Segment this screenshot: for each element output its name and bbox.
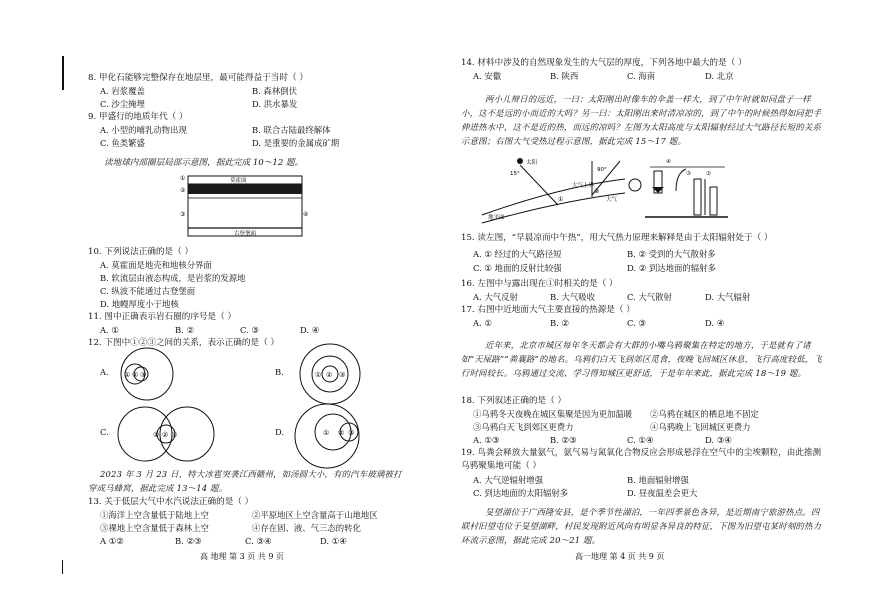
svg-text:地平面: 地平面 bbox=[488, 215, 505, 221]
q12-option-b[interactable]: B. bbox=[275, 367, 284, 377]
marker-1: ① bbox=[180, 175, 186, 182]
q10-option-a[interactable]: A. 莫霍面是地壳和地核分界面 bbox=[100, 260, 212, 270]
q14-option-c[interactable]: C. 海南 bbox=[627, 71, 656, 81]
q8-option-a[interactable]: A. 岩浆覆盖 bbox=[100, 86, 145, 96]
q10-option-b[interactable]: B. 软流层由液态构成，是岩浆的发源地 bbox=[100, 273, 246, 283]
q8-option-c[interactable]: C. 沙尘掩埋 bbox=[100, 99, 145, 109]
margin-mark-bottom bbox=[62, 560, 63, 574]
left-footer: 高 地理 第 3 页 共 9 页 bbox=[200, 552, 284, 561]
q17-option-a[interactable]: A. ① bbox=[473, 318, 492, 328]
q12-option-c[interactable]: C. bbox=[100, 427, 109, 437]
q9-stem: 9. 甲盛行的地质年代（ ） bbox=[88, 112, 188, 122]
q9-option-d[interactable]: D. 是重要的金属成矿期 bbox=[252, 138, 340, 148]
svg-text:①: ① bbox=[153, 431, 160, 439]
marker-4: ④ bbox=[303, 211, 309, 218]
q10-option-c[interactable]: C. 纵波不能通过古登堡面 bbox=[100, 286, 196, 296]
svg-text:15°: 15° bbox=[510, 171, 520, 177]
intro-18-19: 近年来，北京市城区每年冬天都会有大群的小嘴乌鸦聚集在特定的地方，于是就有了诸如“天屎路”“粪襄路”的地名。乌鸦们白天飞到郊区觅食，夜晚飞回城区休息，飞行高度较低，飞行时间较长。乌鸦通过交流、学习得知城区更舒适，于是年年来此，据此完成 18～19 题。 bbox=[461, 340, 822, 378]
q11-option-b[interactable]: B. ② bbox=[175, 325, 194, 335]
q11-stem: 11. 图中正确表示岩石圈的序号是（ ） bbox=[88, 312, 237, 322]
svg-text:②: ② bbox=[706, 171, 711, 177]
q15-stem: 15. 读左图，“早晨凉而中午热”，用大气热力原理来解释是由于太阳辐射处于（ ） bbox=[461, 233, 773, 243]
q13-option-c[interactable]: C. ③④ bbox=[245, 536, 272, 546]
q19-option-c[interactable]: C. 到达地面的太阳辐射多 bbox=[473, 488, 569, 498]
q8-option-d[interactable]: D. 洪水暴发 bbox=[252, 99, 298, 109]
margin-mark bbox=[62, 56, 64, 90]
q18-statement-2: ②乌鸦在城区的栖息地不固定 bbox=[650, 409, 759, 419]
q12-stem: 12. 下图中①②③之间的关系，表示正确的是（ ） bbox=[88, 338, 280, 348]
svg-text:①: ① bbox=[558, 196, 564, 203]
q9-option-c[interactable]: C. 鱼类繁盛 bbox=[100, 138, 145, 148]
q19-option-a[interactable]: A. 大气逆辐射增强 bbox=[473, 475, 543, 485]
svg-text:②: ② bbox=[338, 429, 345, 437]
q14-option-a[interactable]: A. 安徽 bbox=[473, 71, 502, 81]
marker-3: ③ bbox=[180, 211, 186, 218]
venn-c bbox=[115, 404, 220, 470]
q13-option-a[interactable]: A ①② bbox=[100, 536, 124, 546]
svg-text:①: ① bbox=[315, 371, 322, 379]
q18-stem: 18. 下列叙述正确的是（ ） bbox=[461, 396, 567, 406]
dark-layer bbox=[188, 184, 302, 194]
svg-text:②: ② bbox=[132, 371, 139, 379]
svg-text:②: ② bbox=[326, 371, 333, 379]
intro-10-12: 读地球内部圈层局部示意图，据此完成 10～12 题。 bbox=[104, 158, 304, 168]
q16-option-b[interactable]: B. 大气吸收 bbox=[550, 292, 595, 302]
svg-text:②: ② bbox=[594, 188, 600, 195]
intro-20-21: 旻望湖位于广西隆安县，是个季节性湖泊，一年四季景色各异，是近期南宁旅游热点。四联村旧望屯位于旻望湖畔，村民发现附近风向有明显各异良的特征，下图为旧望屯某时刻的热力环流示意图，据此完成 20～21 题。 bbox=[461, 507, 822, 545]
venn-b bbox=[295, 342, 365, 410]
q13-statement-2: ②平原地区上空含量高于山地地区 bbox=[252, 510, 378, 520]
svg-text:③: ③ bbox=[140, 371, 147, 379]
svg-text:④: ④ bbox=[666, 159, 671, 165]
q13-stem: 13. 关于低层大气中水汽说法正确的是（ ） bbox=[88, 497, 254, 507]
marker-2: ② bbox=[180, 187, 186, 194]
intro-13-14: 2023 年 3 月 23 日，特大冰雹突袭江西赣州，如汤圆大小，有的汽车玻璃被打穿成马蜂窝，据此完成 13～14 题。 bbox=[88, 469, 402, 493]
q13-statement-4: ④存在固、液、气三态的转化 bbox=[252, 523, 361, 533]
q18-option-c[interactable]: C. ①④ bbox=[627, 435, 654, 445]
svg-text:③: ③ bbox=[686, 171, 691, 177]
q9-option-b[interactable]: B. 联合古陆最终解体 bbox=[252, 125, 331, 135]
atmosphere-diagram bbox=[480, 157, 730, 227]
q15-option-b[interactable]: B. ② 受到的大气散射多 bbox=[627, 249, 716, 259]
gutenberg-label: 古登堡面 bbox=[234, 231, 257, 237]
q18-option-d[interactable]: D. ③④ bbox=[705, 435, 732, 445]
q14-option-b[interactable]: B. 陕西 bbox=[550, 71, 579, 81]
upper-atmosphere-arc bbox=[482, 179, 625, 215]
svg-text:③: ③ bbox=[339, 371, 346, 379]
svg-text:大气上界: 大气上界 bbox=[572, 183, 595, 189]
right-page bbox=[445, 0, 870, 615]
q17-option-c[interactable]: C. ③ bbox=[627, 318, 646, 328]
q13-option-b[interactable]: B. ②③ bbox=[175, 536, 202, 546]
svg-text:90°: 90° bbox=[597, 167, 607, 173]
q12-option-d[interactable]: D. bbox=[275, 427, 285, 437]
q18-statement-4: ④乌鸦晚上飞回城区更费力 bbox=[650, 422, 751, 432]
svg-text:①: ① bbox=[323, 429, 330, 437]
right-footer: 高一地理 第 4 页 共 9 页 bbox=[575, 552, 665, 561]
q14-stem: 14. 材料中涉及的自然现象发生的大气层的厚度，下列各地中最大的是（ ） bbox=[461, 58, 747, 68]
q18-statement-1: ①乌鸦冬天夜晚在城区集聚是因为更加温暖 bbox=[473, 409, 633, 419]
venn-a bbox=[115, 346, 185, 406]
q17-option-b[interactable]: B. ② bbox=[550, 318, 569, 328]
q18-statement-3: ③乌鸦白天飞到郊区更费力 bbox=[473, 422, 574, 432]
q13-statement-3: ③裸地上空含量低于森林上空 bbox=[100, 523, 209, 533]
q16-stem: 16. 左图中与露出现在①时相关的是（ ） bbox=[461, 279, 618, 289]
q13-option-d[interactable]: D. ①④ bbox=[320, 536, 347, 546]
q16-option-c[interactable]: C. 大气散射 bbox=[627, 292, 672, 302]
q9-option-a[interactable]: A. 小型的哺乳动物出现 bbox=[100, 125, 187, 135]
q10-option-d[interactable]: D. 地幔厚度小于地核 bbox=[100, 299, 179, 309]
q17-option-d[interactable]: D. ④ bbox=[705, 318, 725, 328]
q8-option-b[interactable]: B. 森林倒伏 bbox=[252, 86, 297, 96]
sun-icon bbox=[517, 158, 523, 164]
q11-option-c[interactable]: C. ③ bbox=[240, 325, 259, 335]
q17-stem: 17. 右图中近地面大气主要直接的热源是（ ） bbox=[461, 305, 635, 315]
q15-option-a[interactable]: A. ① 经过的大气路径短 bbox=[473, 249, 562, 259]
q19-option-d[interactable]: D. 昼夜温差会更大 bbox=[627, 488, 698, 498]
svg-text:③: ③ bbox=[348, 429, 355, 437]
earth-layers-diagram bbox=[180, 170, 310, 242]
q19-stem: 19. 鸟粪会释放大量氨气，氨气易与氮氧化合物反应会形成悬浮在空气中的尘埃颗粒，由此推测乌鸦聚集地可能（ ） bbox=[461, 448, 822, 471]
svg-text:③: ③ bbox=[171, 431, 178, 439]
svg-text:②: ② bbox=[162, 431, 169, 439]
venn-d bbox=[293, 402, 373, 472]
q15-option-c[interactable]: C. ① 地面的反射比较强 bbox=[473, 263, 562, 273]
svg-text:①: ① bbox=[124, 371, 131, 379]
svg-text:大气: 大气 bbox=[606, 197, 618, 203]
q15-option-d[interactable]: D. ② 到达地面的辐射多 bbox=[627, 263, 716, 273]
q18-option-a[interactable]: A. ①③ bbox=[473, 435, 500, 445]
q19-option-b[interactable]: B. 地面辐射增强 bbox=[627, 475, 689, 485]
q11-option-a[interactable]: A. ① bbox=[100, 325, 119, 335]
q14-option-d[interactable]: D. 北京 bbox=[705, 71, 734, 81]
q18-option-b[interactable]: B. ②③ bbox=[550, 435, 577, 445]
q13-statement-1: ①海洋上空含量低于陆地上空 bbox=[100, 510, 209, 520]
sun-label: 太阳 bbox=[526, 160, 538, 166]
q11-option-d[interactable]: D. ④ bbox=[300, 325, 320, 335]
q16-option-d[interactable]: D. 大气辐射 bbox=[705, 292, 751, 302]
q8-stem: 8. 甲化石能够完整保存在地层里，最可能得益于当时（ ） bbox=[88, 73, 308, 83]
q10-stem: 10. 下列说法正确的是（ ） bbox=[88, 247, 194, 257]
moho-label: 莫霍面 bbox=[230, 178, 247, 184]
q12-option-a[interactable]: A. bbox=[100, 367, 109, 377]
q16-option-a[interactable]: A. 大气反射 bbox=[473, 292, 518, 302]
intro-15-17: 两小儿辩日的远近，一曰：太阳刚出时像车的伞盖一样大，到了中午时就如同盘子一样小，这不是远的小而近的大吗？另一曰：太阳刚出来时清凉凉的，到了中午的时候热得如同把手伸进热水中，这不是近的热，而远的凉吗？左图为太阳高度与太阳辐射经过大气路径长短的关系示意图；右图大气受热过程示意图，据此完成 15～17 题。 bbox=[461, 94, 822, 146]
